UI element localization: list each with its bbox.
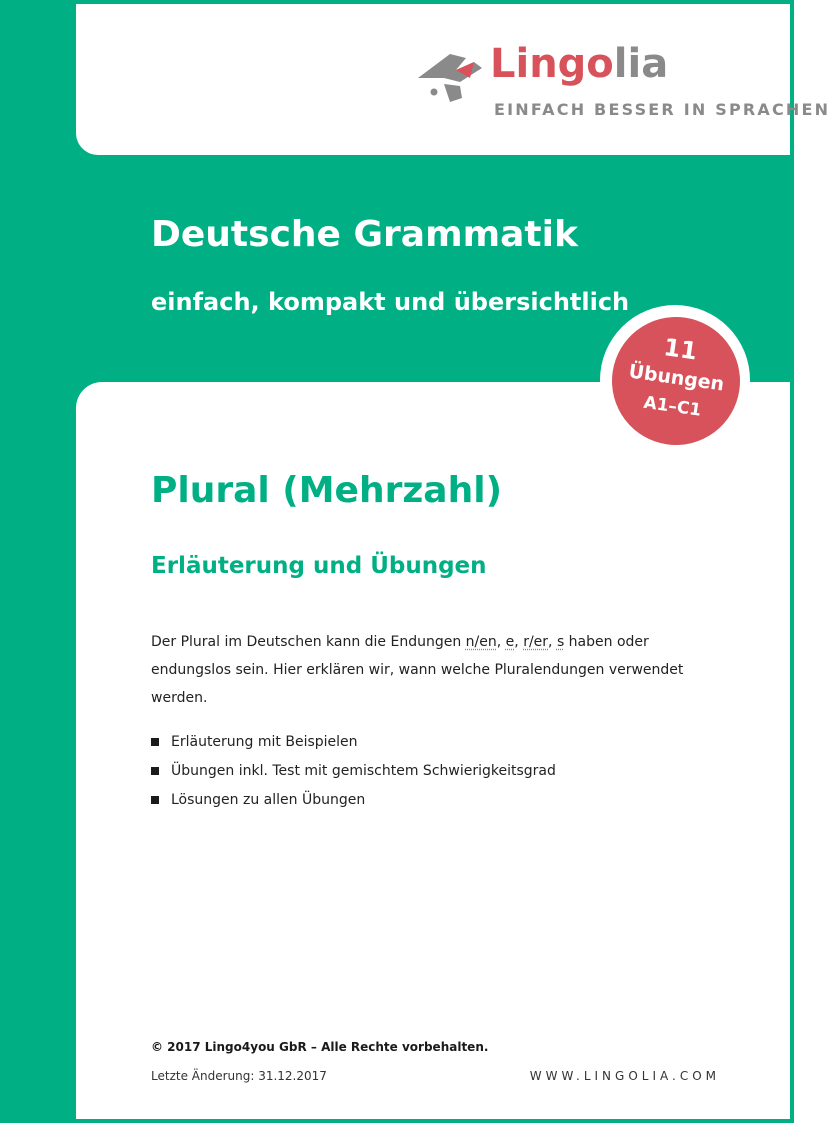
intro-text-start: Der Plural im Deutschen kann die Endungen: [151, 634, 466, 650]
feature-label: Übungen inkl. Test mit gemischtem Schwierigkeitsgrad: [171, 762, 556, 779]
copyright-notice: © 2017 Lingo4you GbR – Alle Rechte vorbehalten.: [151, 1040, 489, 1054]
ending-n-en: n/en: [465, 634, 497, 650]
website-link[interactable]: WWW.LINGOLIA.COM: [529, 1069, 720, 1083]
feature-list: [151, 727, 556, 814]
badge-count: 11: [661, 333, 699, 366]
last-modified-date: Letzte Änderung: 31.12.2017: [151, 1069, 327, 1083]
brand-tagline: EINFACH BESSER IN SPRACHEN: [494, 100, 830, 119]
square-bullet-icon: [151, 767, 159, 775]
feature-item: [151, 756, 556, 785]
badge-levels: A1–C1: [642, 392, 703, 421]
lingolia-logo-icon: [416, 48, 486, 104]
page-subtitle: Erläuterung und Übungen: [151, 553, 487, 579]
brand-wordmark: [490, 38, 668, 90]
intro-text-end: haben oder endungslos sein. Hier erklären wir, wann welche Pluralendungen verwendet werden.: [151, 634, 684, 706]
intro-separator: ,: [548, 634, 557, 650]
ending-e: e: [505, 634, 515, 650]
ending-r-er: r/er: [523, 634, 549, 650]
brand-name-part1: Lingo: [490, 41, 614, 87]
intro-separator: ,: [514, 634, 524, 650]
brand-logo[interactable]: [416, 41, 830, 124]
intro-paragraph: [151, 628, 711, 712]
feature-label: Lösungen zu allen Übungen: [171, 791, 366, 808]
feature-item: [151, 727, 556, 756]
intro-separator: ,: [496, 634, 506, 650]
header-card: [76, 4, 830, 155]
brand-name-part2: lia: [613, 41, 669, 87]
badge-label: Übungen: [627, 360, 726, 396]
ending-s: s: [556, 634, 565, 650]
series-subtitle: einfach, kompakt und übersichtlich: [151, 288, 630, 316]
feature-item: [151, 785, 556, 814]
square-bullet-icon: [151, 796, 159, 804]
square-bullet-icon: [151, 738, 159, 746]
page-title: Plural (Mehrzahl): [151, 470, 503, 511]
series-title: Deutsche Grammatik: [151, 214, 578, 255]
feature-label: Erläuterung mit Beispielen: [171, 733, 358, 750]
